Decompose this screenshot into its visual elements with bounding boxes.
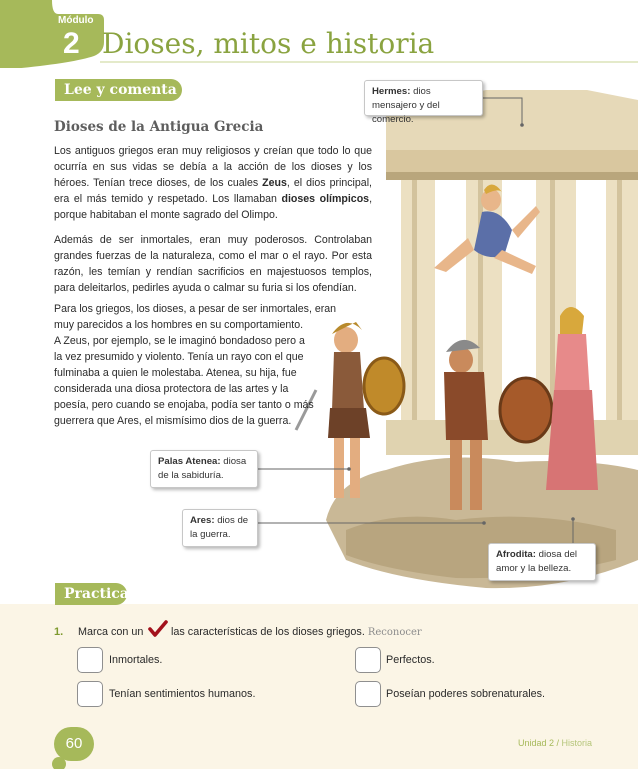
hermes-name: Hermes: bbox=[372, 86, 411, 97]
atenea-description: diosa de la sabiduría. bbox=[158, 456, 247, 481]
paragraph-1-text-b: , el dios principal, era el más temido y respetado. Los llamaban bbox=[54, 177, 372, 205]
afrodita-name: Afrodita: bbox=[496, 549, 536, 560]
footer-separator: / bbox=[554, 738, 562, 748]
footer-dot bbox=[52, 757, 66, 769]
ares-description: dios de la guerra. bbox=[190, 515, 249, 540]
page-number: 60 bbox=[54, 727, 94, 761]
paragraph-3-line: A Zeus, por ejemplo, se le imaginó bondadoso pero a bbox=[54, 335, 305, 347]
practica-tab: Practica bbox=[55, 583, 127, 605]
question-text: las características de los dioses griegos. bbox=[171, 626, 368, 638]
lee-y-comenta-tab: Lee y comenta bbox=[55, 79, 182, 101]
option-poderes: Poseían poderes sobrenaturales. bbox=[386, 688, 546, 700]
page-title: Dioses, mitos e historia bbox=[102, 27, 435, 60]
option-perfectos: Perfectos. bbox=[386, 654, 435, 666]
ares-callout bbox=[182, 509, 258, 547]
ares-name: Ares: bbox=[190, 515, 215, 526]
subject-label: Historia bbox=[561, 738, 593, 748]
section-title: Dioses de la Antigua Grecia bbox=[54, 119, 264, 135]
paragraph-1 bbox=[54, 143, 372, 223]
unit-label: Unidad 2 bbox=[518, 738, 555, 748]
paragraph-1-text-c: , porque habitaban el monte sagrado del Olimpo. bbox=[54, 193, 373, 221]
paragraph-3-line: poesía, pero cuando se enojaba, podía ser tanto o más bbox=[54, 399, 314, 411]
question-text-end bbox=[171, 626, 422, 638]
paragraph-3 bbox=[54, 301, 346, 429]
hermes-description: dios mensajero y del comercio. bbox=[372, 86, 440, 125]
olimpicos-keyword: dioses olímpicos bbox=[281, 193, 370, 205]
paragraph-3-line: la vez presumido y violento. Tenía un rayo con el que bbox=[54, 351, 304, 363]
paragraph-3-line: guerrera que Ares, el mismísimo dios de la guerra. bbox=[54, 415, 292, 427]
zeus-keyword: Zeus bbox=[262, 177, 287, 189]
paragraph-2: Además de ser inmortales, eran muy poderosos. Controlaban grandes fuerzas de la naturaleza, como el mar o el rayo. Por esta razón, les temían y rendían sacrificios en majestuosos templos, para deleitarlos, pedirles ayuda o calmar su furia si los ofendían. bbox=[54, 234, 372, 294]
hermes-callout bbox=[364, 80, 483, 125]
question-text-start: Marca con un bbox=[78, 626, 144, 638]
checkbox-perfectos[interactable] bbox=[355, 647, 381, 673]
footer-unit bbox=[518, 738, 592, 748]
atenea-callout bbox=[150, 450, 258, 488]
paragraph-3-line: fulminaba a quien le molestaba. Atenea, su hija, fue bbox=[54, 367, 297, 379]
check-icon bbox=[148, 620, 168, 638]
paragraph-1-text-a: Los antiguos griegos eran muy religiosos y creían que todo lo que ocurría en sus vidas se debía a la acción de los dioses y los héroes. Tenían trece dioses, de los cuales bbox=[54, 145, 372, 189]
afrodita-callout bbox=[488, 543, 596, 581]
checkbox-sentimientos[interactable] bbox=[77, 681, 103, 707]
skill-label: Reconocer bbox=[367, 627, 422, 638]
module-number: 2 bbox=[63, 27, 80, 60]
afrodita-description: diosa del amor y la belleza. bbox=[496, 549, 578, 574]
paragraph-3-line: considerada una diosa protectora de las artes y la bbox=[54, 383, 289, 395]
module-label: Módulo bbox=[58, 15, 94, 26]
question-number: 1. bbox=[54, 626, 64, 638]
paragraph-3-line: muy parecidos a los hombres en su comportamiento. bbox=[54, 319, 304, 331]
checkbox-inmortales[interactable] bbox=[77, 647, 103, 673]
option-sentimientos: Tenían sentimientos humanos. bbox=[109, 688, 256, 700]
atenea-name: Palas Atenea: bbox=[158, 456, 221, 467]
paragraph-3-line: Para los griegos, los dioses, a pesar de ser inmortales, eran bbox=[54, 303, 337, 315]
checkbox-poderes[interactable] bbox=[355, 681, 381, 707]
option-inmortales: Inmortales. bbox=[109, 654, 163, 666]
